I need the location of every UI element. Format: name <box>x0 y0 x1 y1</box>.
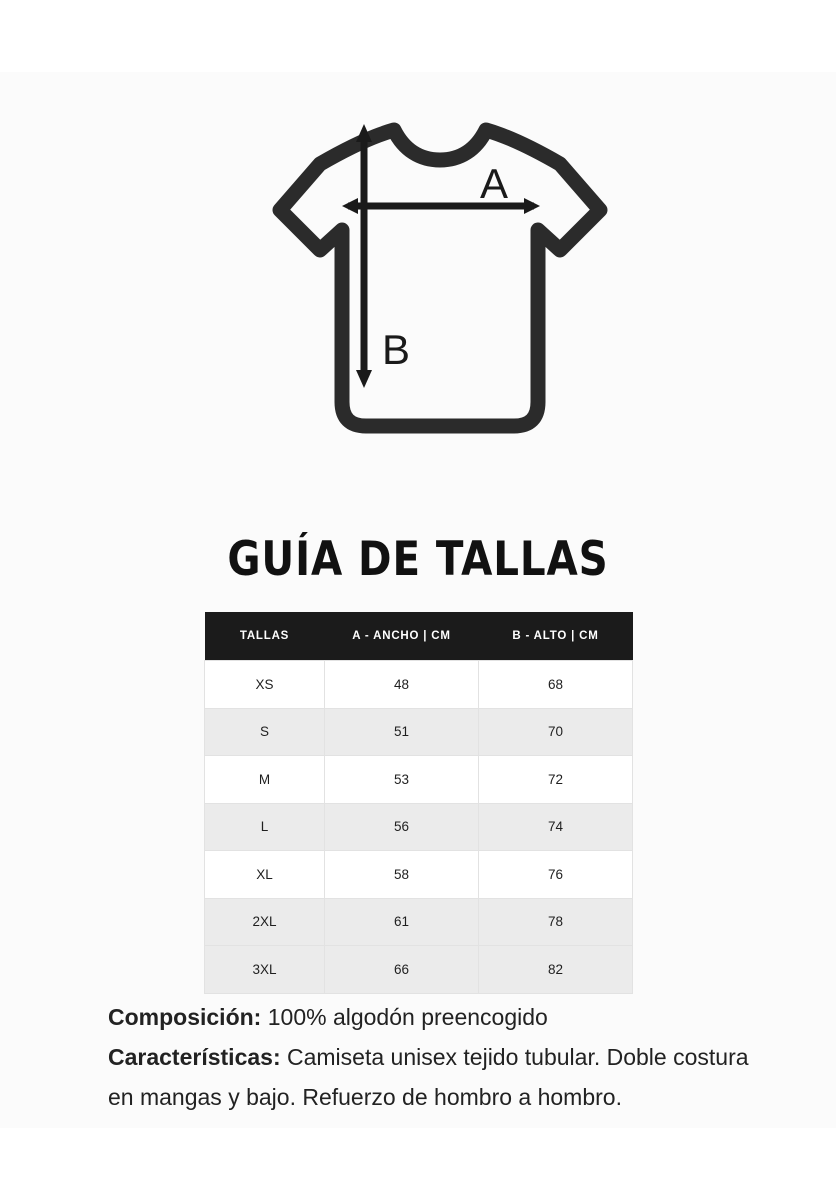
table-row <box>205 708 633 756</box>
width-label: A <box>480 160 509 207</box>
cell-height: 70 <box>479 708 633 756</box>
cell-height: 68 <box>479 661 633 709</box>
size-table-container <box>204 612 632 994</box>
page-title: GUÍA DE TALLAS <box>227 532 609 587</box>
cell-width: 51 <box>325 708 479 756</box>
cell-width: 61 <box>325 898 479 946</box>
table-header-row <box>205 612 633 661</box>
cell-height: 74 <box>479 803 633 851</box>
cell-height: 82 <box>479 946 633 994</box>
features-label: Características: <box>108 1044 281 1070</box>
product-details <box>108 997 768 1117</box>
composition-label: Composición: <box>108 1004 262 1030</box>
cell-size: 2XL <box>205 898 325 946</box>
composition-value: 100% algodón preencogido <box>261 1004 548 1030</box>
cell-width: 53 <box>325 756 479 804</box>
cell-width: 56 <box>325 803 479 851</box>
content-sheet <box>0 72 836 1128</box>
table-row <box>205 946 633 994</box>
column-header-height: B - ALTO | CM <box>479 612 633 661</box>
features-value: Camiseta unisex tejido tubular. Doble costura en mangas y bajo. Refuerzo de hombro a hombro. <box>108 1044 749 1110</box>
cell-size: XL <box>205 851 325 899</box>
tshirt-diagram <box>0 102 836 522</box>
column-header-width: A - ANCHO | CM <box>325 612 479 661</box>
table-row <box>205 898 633 946</box>
column-header-sizes: TALLAS <box>205 612 325 661</box>
cell-height: 76 <box>479 851 633 899</box>
tshirt-icon <box>208 102 628 462</box>
table-row <box>205 661 633 709</box>
cell-width: 48 <box>325 661 479 709</box>
size-table <box>204 612 633 994</box>
cell-size: XS <box>205 661 325 709</box>
cell-size: L <box>205 803 325 851</box>
cell-size: S <box>205 708 325 756</box>
cell-height: 78 <box>479 898 633 946</box>
table-row <box>205 756 633 804</box>
cell-width: 58 <box>325 851 479 899</box>
cell-width: 66 <box>325 946 479 994</box>
cell-height: 72 <box>479 756 633 804</box>
cell-size: M <box>205 756 325 804</box>
cell-size: 3XL <box>205 946 325 994</box>
height-label: B <box>382 326 411 373</box>
table-row <box>205 803 633 851</box>
table-row <box>205 851 633 899</box>
